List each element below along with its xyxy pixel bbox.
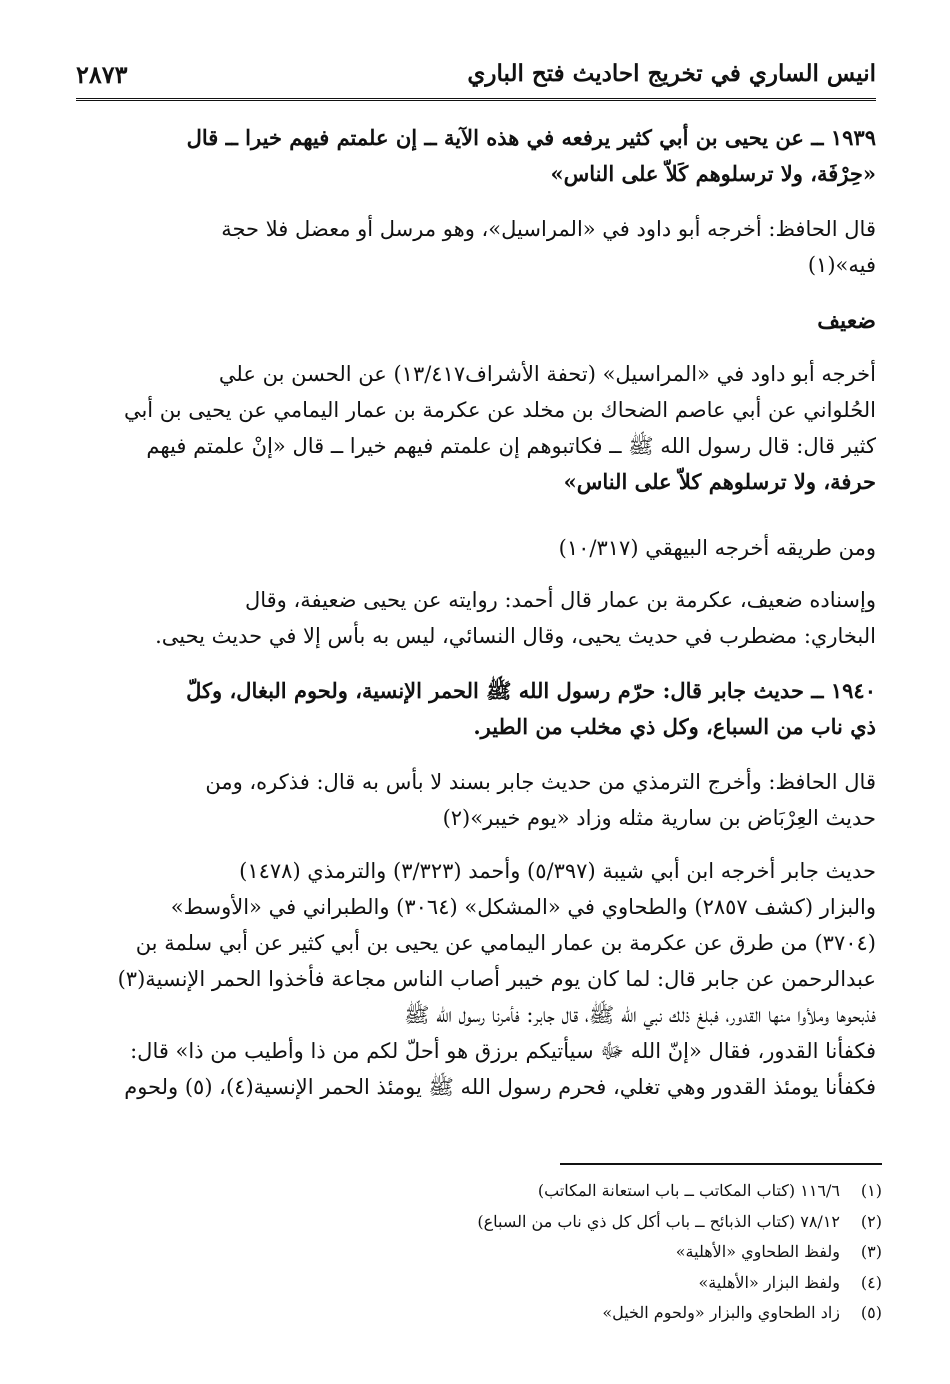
jabir-paragraph — [76, 853, 876, 1105]
footnote-number: (٢) — [860, 1211, 882, 1231]
takhrij-line: الحُلواني عن أبي عاصم الضحاك بن مخلد عن عكرمة بن عمار اليمامي عن يحيى بن أبي — [123, 398, 876, 422]
footnote-item — [420, 1176, 882, 1207]
isnad-line: البخاري: مضطرب في حديث يحيى، وقال النسائي، ليس به بأس إلا في حديث يحيى. — [155, 624, 876, 648]
hadith-1940-line: ذي ناب من السباع، وكل ذي مخلب من الطير. — [473, 714, 876, 739]
footnote-text: ٧٨/١٢ (كتاب الذبائح ــ باب أكل كل ذي ناب من السباع) — [477, 1211, 840, 1231]
isnad-paragraph — [76, 582, 876, 654]
footnote-number: (١) — [860, 1181, 882, 1200]
footnote-text: ولفظ الطحاوي «الأهلية» — [675, 1242, 840, 1261]
grading-heading: ضعيف — [817, 308, 876, 334]
footnote-item — [420, 1268, 882, 1299]
hafiz-note-1 — [76, 211, 876, 283]
footnote-number: (٤) — [860, 1272, 882, 1292]
footnote-text: ولفظ البزار «الأهلية» — [698, 1272, 840, 1292]
running-header — [76, 58, 876, 96]
hadith-1939-line: «حِرْفَة، ولا ترسلوهم كَلاّ على الناس» — [550, 161, 876, 186]
bayhaqi-text: ومن طريقه أخرجه البيهقي (١٠/٣١٧) — [558, 536, 876, 560]
footnote-text: ١١٦/٦ (كتاب المكاتب ــ باب استعانة المكاتب) — [537, 1181, 840, 1200]
footnote-item — [420, 1298, 882, 1329]
jabir-line: (٣٧٠٤) من طرق عن عكرمة بن عمار اليمامي عن يحيى بن أبي كثير عن أبي سلمة بن — [135, 931, 876, 955]
footnote-number: (٥) — [860, 1303, 882, 1322]
footnote-text: زاد الطحاوي والبزار «ولحوم الخيل» — [602, 1303, 840, 1322]
hafiz-note-line: حديث العِرْبَاض بن سارية مثله وزاد «يوم خيبر»(٢) — [442, 806, 876, 830]
jabir-line: فذبحوها وملأوا منها القدور، فبلغ ذلك نبي الله ﷺ، قال جابر: فأمرنا رسول الله ﷺ — [404, 1003, 876, 1027]
footnote-rule — [560, 1163, 882, 1165]
hadith-1940 — [76, 673, 876, 745]
takhrij-line: أخرجه أبو داود في «المراسيل» (تحفة الأشراف١٣/٤١٧) عن الحسن بن علي — [218, 362, 876, 386]
jabir-line: والبزار (كشف ٢٨٥٧) والطحاوي في «المشكل» (٣٠٦٤) والطبراني في «الأوسط» — [170, 895, 876, 919]
header-title: انيس الساري في تخريج احاديث فتح الباري — [467, 60, 876, 87]
jabir-line: عبدالرحمن عن جابر قال: لما كان يوم خيبر أصاب الناس مجاعة فأخذوا الحمر الإنسية(٣) — [117, 967, 876, 991]
takhrij-line: كثير قال: قال رسول الله ﷺ ــ فكاتبوهم إن علمتم فيهم خيرا ــ قال «إنْ علمتم فيهم — [146, 434, 876, 458]
hafiz-note-line: قال الحافظ: وأخرج الترمذي من حديث جابر بسند لا بأس به قال: فذكره، ومن — [205, 770, 876, 794]
hadith-1939-line: ١٩٣٩ ــ عن يحيى بن أبي كثير يرفعه في هذه الآية ــ إن علمتم فيهم خيرا ــ قال — [186, 125, 876, 150]
bayhaqi-line — [76, 530, 876, 566]
header-rule — [76, 98, 876, 101]
jabir-line: حديث جابر أخرجه ابن أبي شيبة (٥/٣٩٧) وأحمد (٣/٣٢٣) والترمذي (١٤٧٨) — [239, 859, 876, 883]
isnad-line: وإسناده ضعيف، عكرمة بن عمار قال أحمد: روايته عن يحيى ضعيفة، وقال — [244, 588, 876, 612]
jabir-line: فكفأنا القدور، فقال «إنّ الله ﷻ سيأتيكم برزق هو أحلّ لكم من ذا وأطيب من ذا» قال: — [130, 1039, 876, 1063]
hafiz-note-line: فيه»(١) — [807, 253, 876, 277]
hadith-1939 — [76, 120, 876, 192]
footnote-number: (٣) — [860, 1242, 882, 1261]
hafiz-note-2 — [76, 764, 876, 836]
takhrij-paragraph — [76, 356, 876, 500]
hafiz-note-line: قال الحافظ: أخرجه أبو داود في «المراسيل»، وهو مرسل أو معضل فلا حجة — [221, 217, 876, 241]
jabir-line: فكفأنا يومئذ القدور وهي تغلي، فحرم رسول الله ﷺ يومئذ الحمر الإنسية(٤)، (٥) ولحوم — [124, 1075, 876, 1099]
takhrij-line: حرفة، ولا ترسلوهم كلاّ على الناس» — [563, 469, 876, 494]
footnote-item — [420, 1237, 882, 1268]
page-number: ٢٨٧٣ — [76, 60, 128, 89]
footnote-item — [420, 1207, 882, 1238]
footnotes — [420, 1176, 882, 1329]
hadith-1940-line: ١٩٤٠ ــ حديث جابر قال: حرّم رسول الله ﷺ الحمر الإنسية، ولحوم البغال، وكلّ — [186, 678, 876, 703]
